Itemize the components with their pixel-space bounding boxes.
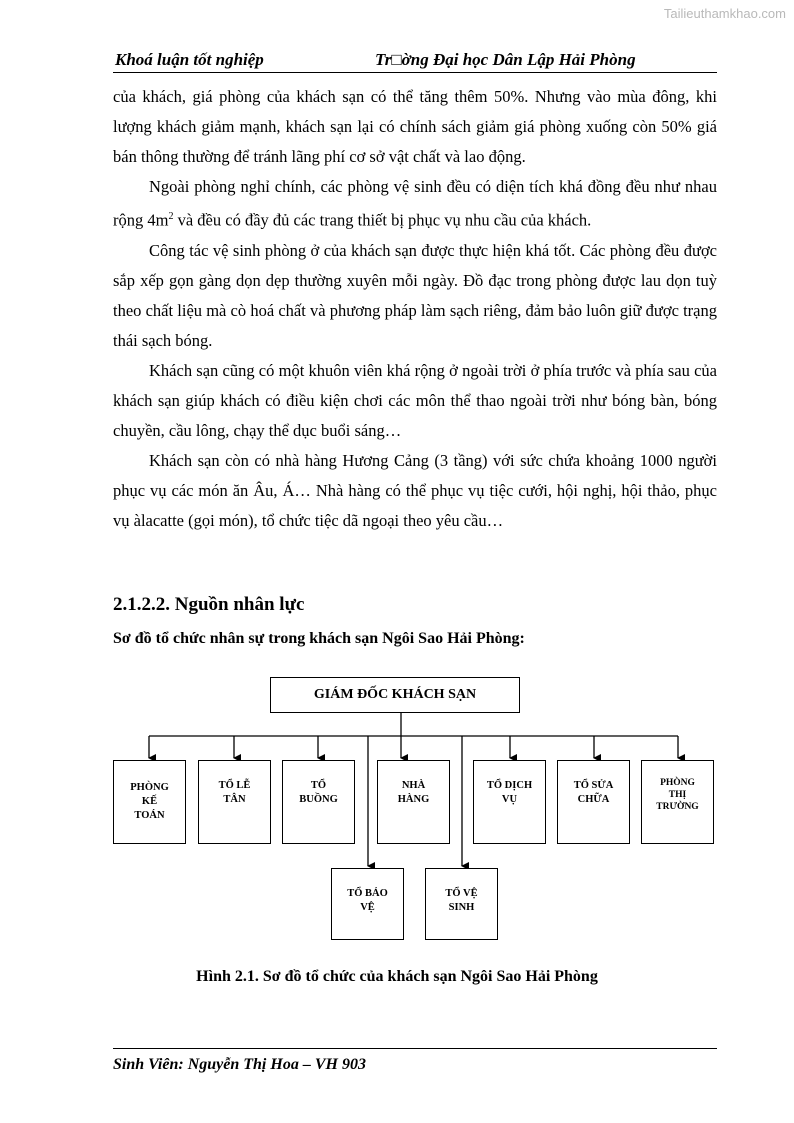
- org-box-phong-ke-toan: PHÒNG KẾ TOÁN: [113, 760, 186, 844]
- watermark: Tailieuthamkhao.com: [663, 6, 786, 21]
- header-university: Tr□ờng Đại học Dân Lập Hải Phòng: [375, 50, 636, 69]
- paragraph-2-text: Ngoài phòng nghỉ chính, các phòng vệ sinh đều có diện tích khá đồng đều như nhau rộng 4m: [113, 177, 717, 230]
- paragraph-1: của khách, giá phòng của khách sạn có thể tăng thêm 50%. Nhưng vào mùa đông, khi lượng khách giảm mạnh, khách sạn lại có chính sách giảm giá phòng xuống còn 50% giá bán thông thường để tránh lãng phí cơ sở vật chất và lao động.: [113, 87, 717, 166]
- org-chart-heading: Sơ đồ tổ chức nhân sự trong khách sạn Ngôi Sao Hải Phòng:: [113, 630, 525, 647]
- org-box-to-le-tan: TỔ LỄ TÂN: [198, 760, 271, 844]
- org-box-to-ve-sinh: TỔ VỆ SINH: [425, 868, 498, 940]
- org-box-to-dich-vu: TỔ DỊCH VỤ: [473, 760, 546, 844]
- paragraph-3: Công tác vệ sinh phòng ở của khách sạn được thực hiện khá tốt. Các phòng đều được sắp xếp gọn gàng dọn dẹp thường xuyên mỗi ngày. Đồ đạc trong phòng được lau dọn tuỳ theo chất liệu mà cò hoá chất và phương pháp làm sạch riêng, đảm bảo luôn giữ được trạng thái sạch bóng.: [113, 240, 717, 350]
- header-thesis-title: Khoá luận tốt nghiệp: [115, 50, 264, 69]
- org-box-to-bao-ve: TỔ BẢO VỆ: [331, 868, 404, 940]
- paragraph-2-tail: và đều có đầy đủ các trang thiết bị phục vụ nhu cầu của khách.: [173, 210, 592, 230]
- org-box-nha-hang: NHÀ HÀNG: [377, 760, 450, 844]
- footer-divider: [113, 1048, 717, 1049]
- org-box-to-sua-chua: TỔ SỬA CHỮA: [557, 760, 630, 844]
- paragraph-4: Khách sạn cũng có một khuôn viên khá rộng ở ngoài trời ở phía trước và phía sau của khách sạn giúp khách có điều kiện chơi các môn thể thao ngoài trời như bóng bàn, bóng chuyền, cầu lông, chạy thể dục buổi sáng…: [113, 360, 717, 440]
- page-footer: Sinh Viên: Nguyễn Thị Hoa – VH 903: [113, 1056, 366, 1073]
- superscript: 2: [168, 211, 174, 222]
- figure-caption: Hình 2.1. Sơ đồ tổ chức của khách sạn Ngôi Sao Hải Phòng: [196, 968, 598, 985]
- paragraph-5: Khách sạn còn có nhà hàng Hương Cảng (3 tầng) với sức chứa khoảng 1000 người phục vụ các món ăn Âu, Á… Nhà hàng có thể phục vụ tiệc cưới, hội nghị, hội thảo, phục vụ àlacatte (gọi món), tổ chức tiệc dã ngoại theo yêu cầu…: [113, 450, 717, 530]
- org-box-phong-thi-truong: PHÒNG THỊ TRƯỜNG: [641, 760, 714, 844]
- org-box-director: GIÁM ĐỐC KHÁCH SẠN: [270, 677, 520, 713]
- section-heading: 2.1.2.2. Nguồn nhân lực: [113, 594, 305, 615]
- org-box-to-buong: TỔ BUỒNG: [282, 760, 355, 844]
